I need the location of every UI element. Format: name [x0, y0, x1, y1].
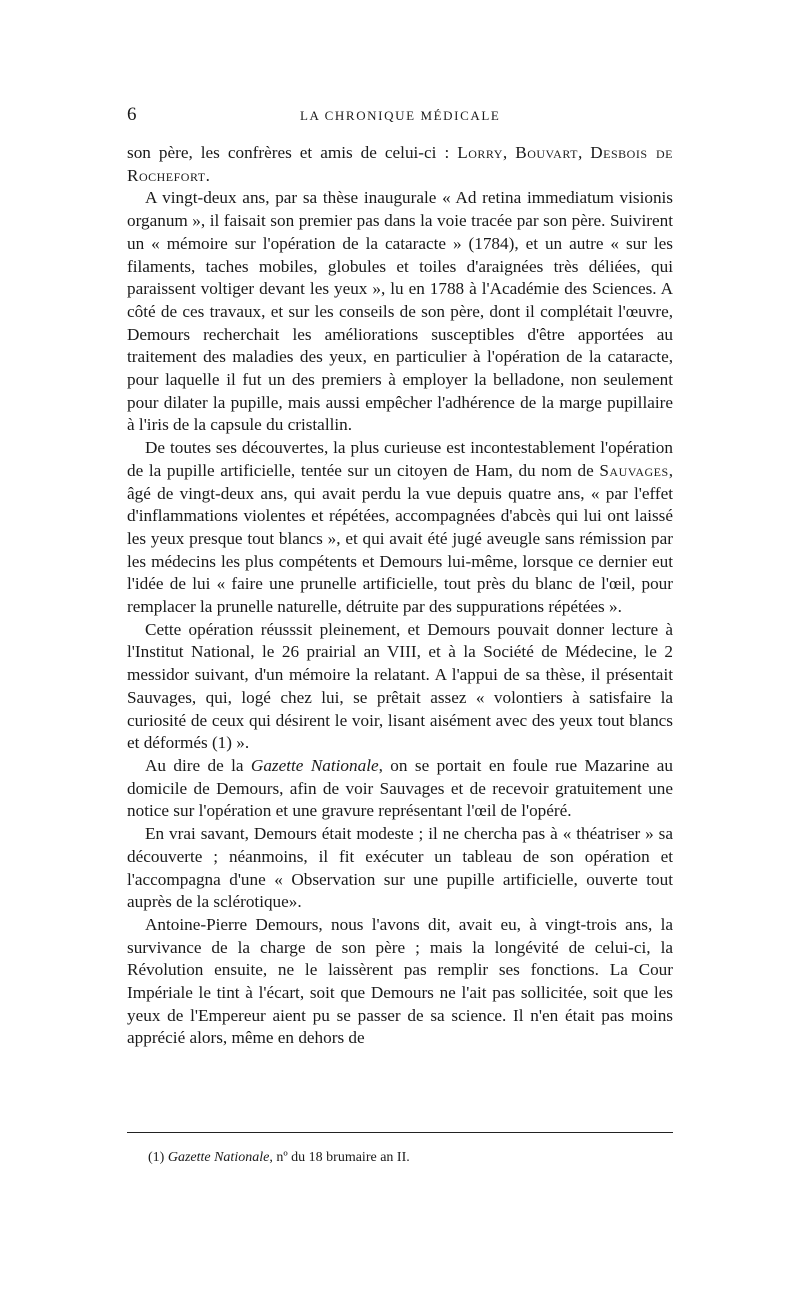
- paragraph-4: Cette opération réusssit pleinement, et Demours pouvait donner lecture à l'Institut National, le 26 prairial an VIII, et à la Société de Médecine, le 2 messidor suivant, d'un mémoire la relatant. A l'appui de sa thèse, il présentait Sauvages, qui, logé chez lui, se prêtait assez « volontiers à satisfaire la curiosité de ceux qui désirent le voir, lisant aisément avec des yeux tout blancs et déformés (1) ».: [127, 619, 673, 753]
- footnote-marker: (1): [148, 1150, 168, 1165]
- footnote-journal-title: Gazette Nationale: [167, 1150, 270, 1165]
- paragraph-3: De toutes ses découvertes, la plus curieuse est incontestablement l'opération de la pupille artificielle, tentée sur un citoyen de Ham, du nom de Sauvages, âgé de vingt-deux ans, qui avait perdu la vue depuis quatre ans, « par l'effet d'inflammations violentes et répétées, accompagnées d'abcès qui lui ont laissé les yeux presque tout blancs », et qui avait été jugé aveugle sans rémission par les médecins les plus compétents et Demours lui-même, lorsque ce dernier eut l'idée de lui « faire une prunelle artificielle, tout près du blanc de l'œil, pour remplacer la prunelle naturelle, détruite par des suppurations répétées ».: [127, 438, 673, 617]
- paragraph-2: A vingt-deux ans, par sa thèse inaugurale « Ad retina immediatum visionis organum », il faisait son premier pas dans la voie tracée par son père. Suivirent un « mémoire sur l'opération de la cataracte » (1784), et un autre « sur les filaments, taches mobiles, globules et toiles d'araignées très déliées, qui paraissent voltiger devant les yeux », lu en 1788 à l'Académie des Sciences. A côté de ces travaux, et sur les conseils de son père, dont il complétait l'œuvre, Demours recherchait les améliorations susceptibles d'être apportées au traitement des maladies des yeux, en particulier à l'opération de la cataracte, pour laquelle il fut un des premiers à employer la belladone, non seulement pour dilater la pupille, mais aussi empêcher l'adhérence de la marge pupillaire à l'iris de la capsule du cristallin.: [127, 188, 673, 435]
- page-number: 6: [127, 104, 137, 125]
- person-name-desbois: Desbois de Rochefort: [127, 143, 674, 185]
- footnote: [148, 1149, 410, 1167]
- paragraph-1: son père, les confrères et amis de celui-ci : Lorry, Bouvart, Desbois de Rochefort.: [127, 143, 674, 185]
- person-name-bouvart: Bouvart: [515, 143, 578, 162]
- body-text: [127, 142, 673, 1050]
- running-title: LA CHRONIQUE MÉDICALE: [300, 108, 501, 123]
- footnote-text: , nº du 18 brumaire an II.: [269, 1150, 410, 1165]
- paragraph-7: Antoine-Pierre Demours, nous l'avons dit, avait eu, à vingt-trois ans, la survivance de la charge de son père ; mais la longévité de celui-ci, la Révolution ensuite, ne le laissèrent pas remplir ses fonctions. La Cour Impériale le tint à l'écart, soit que Demours ne l'ait pas sollicitée, soit que les yeux de l'Empereur aient pu se passer de sa science. Il n'en était pas moins apprécié alors, même en dehors de: [127, 914, 673, 1048]
- paragraph-6: En vrai savant, Demours était modeste ; il ne chercha pas à « théatriser » sa découverte ; néanmoins, il fit exécuter un tableau de son opération et l'accompagna d'une « Observation sur une pupille artificielle, ouverte tout auprès de la sclérotique».: [127, 824, 673, 912]
- paragraph-5: Au dire de la Gazette Nationale, on se portait en foule rue Mazarine au domicile de Demours, afin de voir Sauvages et de recevoir gratuitement une notice sur l'opération et une gravure représentant l'œil de l'opéré.: [127, 755, 673, 821]
- footnote-divider: [127, 1132, 673, 1133]
- journal-title: Gazette Nationale: [250, 755, 379, 775]
- person-name-lorry: Lorry: [457, 143, 503, 162]
- person-name-sauvages: Sauvages: [599, 460, 669, 480]
